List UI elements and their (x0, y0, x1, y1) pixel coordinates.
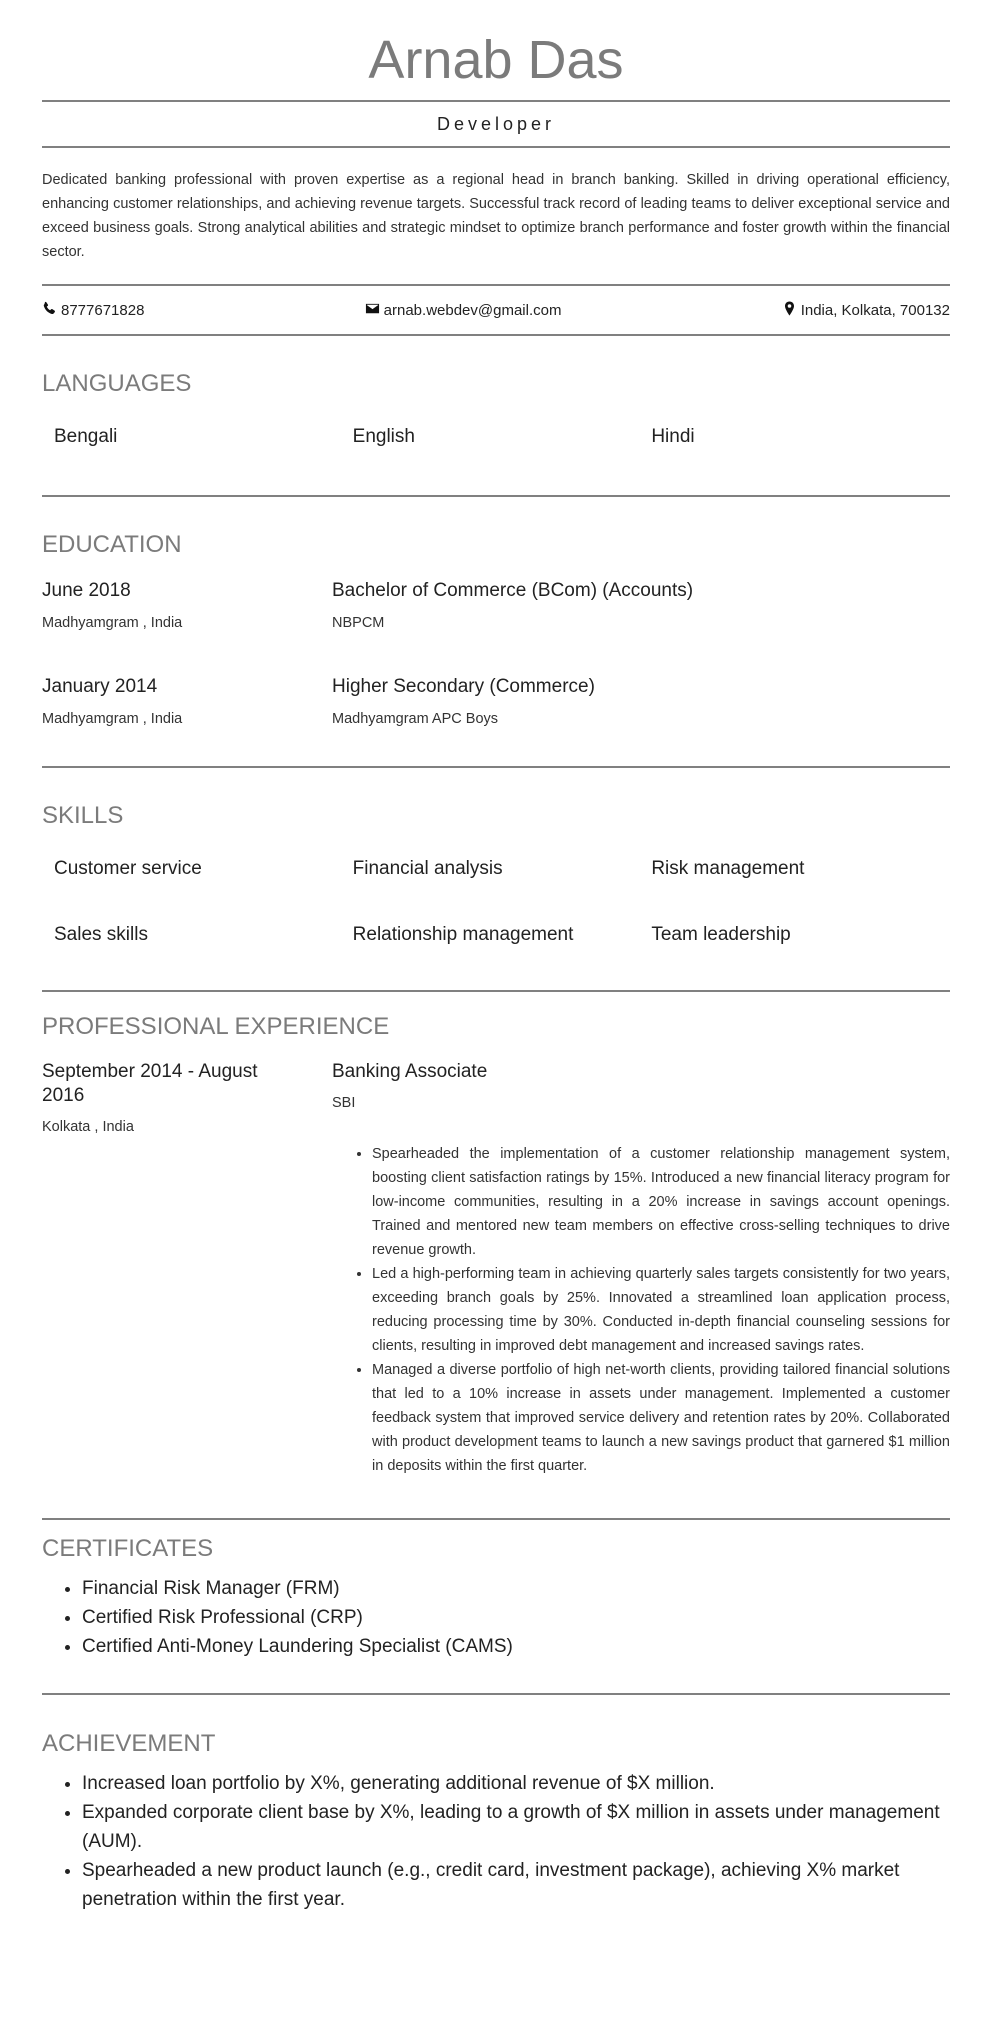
certificate-item: • Certified Risk Professional (CRP) (82, 1603, 950, 1632)
skill-item: Sales skills (54, 924, 148, 945)
experience-date: September 2014 - August 2016 (42, 1061, 258, 1106)
phone-number[interactable]: 8777671828 (61, 301, 145, 319)
education-degree: Higher Secondary (Commerce) (332, 676, 595, 697)
language-item: English (352, 426, 415, 447)
education-heading: EDUCATION (42, 531, 182, 558)
experience-bullets (332, 1142, 950, 1478)
experience-role: Banking Associate (332, 1061, 488, 1082)
resume-page (42, 0, 950, 1914)
experience-entry (42, 1060, 950, 1478)
divider (42, 146, 950, 148)
experience-bullet: • Managed a diverse portfolio of high net-worth clients, providing tailored financial solutions that led to a 10% increase in assets under management. Implemented a customer feedback system that improved service delivery and retention rates by 20%. Collaborated with product development teams to launch a new savings product that garnered $1 million in deposits within the first quarter. (372, 1358, 950, 1478)
divider (42, 990, 950, 992)
achievement-item: • Increased loan portfolio by X%, generating additional revenue of $X million. (82, 1769, 950, 1798)
education-institution: NBPCM (332, 615, 385, 631)
education-entry (42, 578, 950, 634)
skills-list (42, 836, 950, 968)
candidate-name: Arnab Das (368, 30, 624, 90)
experience-location: Kolkata , India (42, 1119, 134, 1135)
envelope-icon (365, 301, 380, 320)
skill-item: Relationship management (352, 924, 574, 945)
divider (42, 1518, 950, 1520)
skills-heading: SKILLS (42, 802, 124, 829)
skill-item: Risk management (651, 858, 805, 879)
divider (42, 1693, 950, 1695)
skill-item: Financial analysis (352, 858, 503, 879)
certificate-item: • Financial Risk Manager (FRM) (82, 1574, 950, 1603)
divider (42, 334, 950, 336)
experience-company: SBI (332, 1095, 356, 1111)
divider (42, 495, 950, 497)
achievement-list (42, 1769, 950, 1914)
education-date: January 2014 (42, 676, 158, 697)
job-title: Developer (436, 114, 556, 134)
education-location: Madhyamgram , India (42, 615, 183, 631)
achievement-heading: ACHIEVEMENT (42, 1730, 216, 1757)
profile-summary: Dedicated banking professional with proven expertise as a regional head in branch banking. Skilled in driving operational efficiency, enhancing customer relationships, and achieving revenue targets. Successful track record of leading teams to deliver exceptional service and exceed business goals. Strong analytical abilities and strategic mindset to optimize branch performance and foster growth within the financial sector. (42, 172, 950, 260)
achievement-item: • Spearheaded a new product launch (e.g., credit card, investment package), achieving X% market penetration within the first year. (82, 1856, 950, 1914)
education-location: Madhyamgram , India (42, 711, 183, 727)
skill-item: Customer service (54, 858, 202, 879)
achievement-item: • Expanded corporate client base by X%, leading to a growth of $X million in assets under management (AUM). (82, 1798, 950, 1856)
contact-phone (42, 301, 144, 320)
contact-email (365, 301, 562, 320)
education-date: June 2018 (42, 580, 131, 601)
languages-heading: LANGUAGES (42, 370, 192, 397)
certificates-list (42, 1574, 950, 1661)
location-text: India, Kolkata, 700132 (800, 301, 950, 319)
education-entry (42, 674, 950, 730)
email-address[interactable]: arnab.webdev@gmail.com (383, 301, 562, 319)
contact-row (42, 286, 950, 334)
languages-list (42, 404, 950, 470)
language-item: Hindi (651, 426, 695, 447)
skill-item: Team leadership (651, 924, 791, 945)
experience-heading: PROFESSIONAL EXPERIENCE (42, 1013, 390, 1040)
education-degree: Bachelor of Commerce (BCom) (Accounts) (332, 580, 694, 601)
divider (42, 766, 950, 768)
education-institution: Madhyamgram APC Boys (332, 711, 499, 727)
map-marker-icon (782, 301, 797, 320)
experience-bullet: • Spearheaded the implementation of a customer relationship management system, boosting client satisfaction ratings by 15%. Introduced a new financial literacy program for low-income communities, resulting in a 20% increase in savings account openings. Trained and mentored new team members on effective cross-selling techniques to drive revenue growth. (372, 1142, 950, 1262)
experience-bullet: • Led a high-performing team in achieving quarterly sales targets consistently for two years, exceeding branch goals by 25%. Innovated a streamlined loan application process, reducing processing time by 30%. Conducted in-depth financial counseling sessions for clients, resulting in improved debt management and increased savings rates. (372, 1262, 950, 1358)
language-item: Bengali (54, 426, 118, 447)
phone-icon (42, 301, 57, 320)
certificate-item: • Certified Anti-Money Laundering Specialist (CAMS) (82, 1632, 950, 1661)
certificates-heading: CERTIFICATES (42, 1535, 214, 1562)
contact-location (782, 301, 950, 320)
